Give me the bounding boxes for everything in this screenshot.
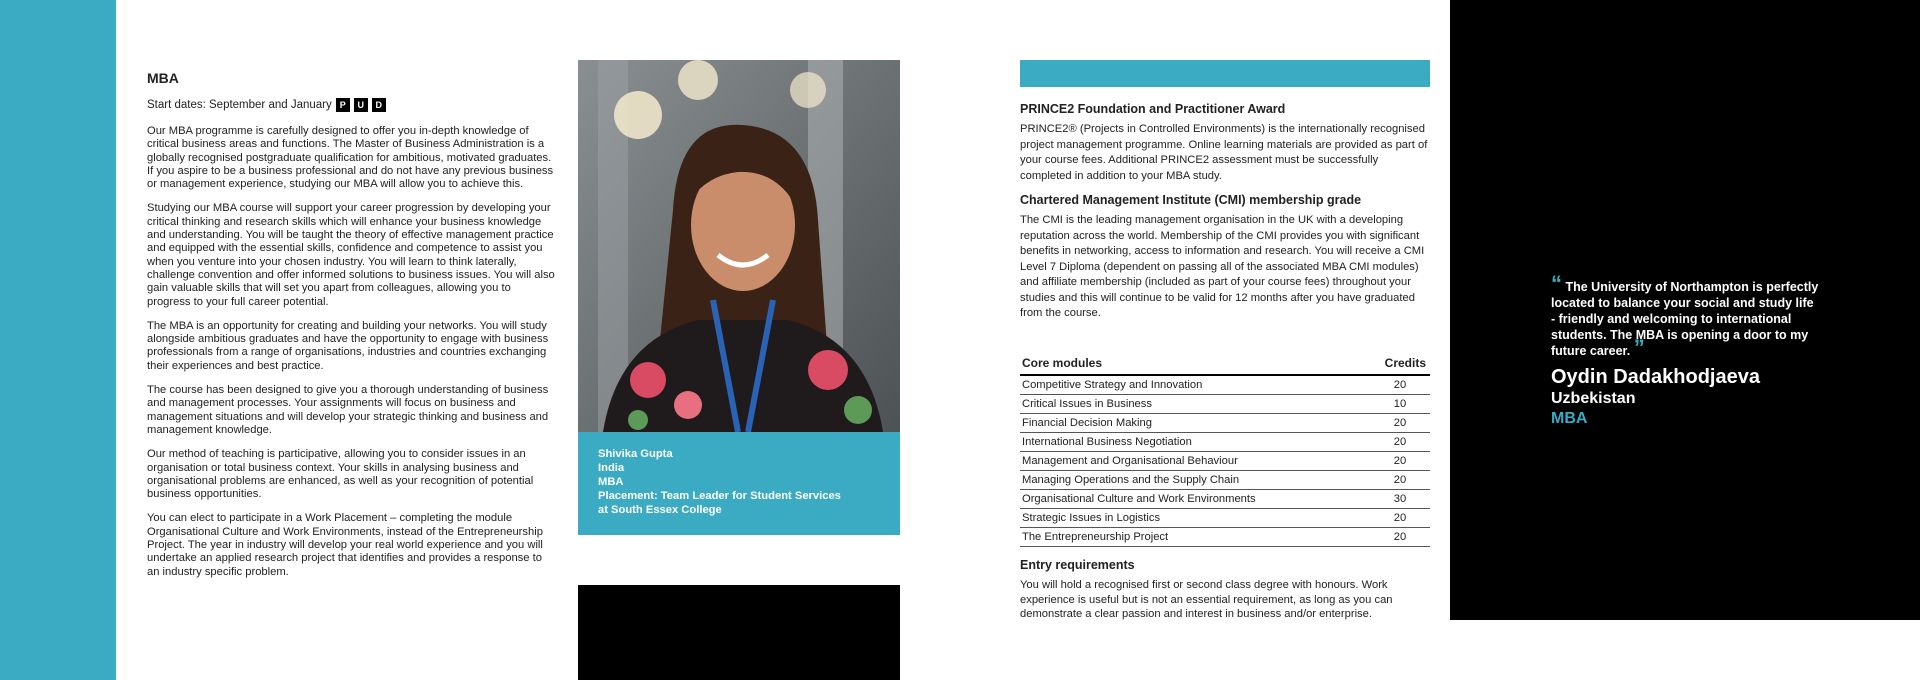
caption-placement-line1: Placement: Team Leader for Student Services [598,490,841,502]
quote-text: The University of Northampton is perfectly located to balance your social and study life - friendly and welcoming to international students. The MBA is opening a door to my future career. [1551,280,1819,358]
table-row [1020,376,1430,395]
module-name: Competitive Strategy and Innovation [1022,379,1203,391]
accent-header-bar [1020,60,1430,87]
quote-author-country: Uzbekistan [1551,390,1636,407]
close-quote-icon: ” [1633,335,1645,360]
cmi-text: The CMI is the leading management organisation in the UK with a developing reputation across the world. Membership of the CMI provides you with significant benefits in networking, access to information and research. You will receive a CMI Level 7 Diploma (dependent on passing all of the associated MBA CMI modules) and affiliate membership (included as part of your course fees) throughout your studies and this will continue to be valid for 12 months after you have graduated from the course. [1020,214,1425,319]
module-credits: 30 [1393,493,1407,505]
entry-requirements [1020,558,1432,631]
credits-header-label: Credits [1384,356,1426,370]
quote-author-name: Oydin Dadakhodjaeva [1551,366,1760,388]
badge-p: P [336,98,350,112]
module-credits: 10 [1393,398,1407,410]
quote-author-programme: MBA [1551,410,1588,427]
badge-u: U [354,98,368,112]
module-name: International Business Negotiation [1022,436,1192,448]
module-name: Managing Operations and the Supply Chain [1022,474,1240,486]
open-quote-icon: “ [1551,271,1562,296]
prince2-heading: PRINCE2 Foundation and Practitioner Award [1020,102,1286,116]
caption-country: India [598,462,625,474]
module-credits: 20 [1393,512,1407,524]
table-row [1020,528,1430,547]
placement-paragraph: You can elect to participate in a Work Placement – completing the module Organisational Culture and Work Environments, instead of the Entrepreneurship Project. The year in industry will develop your real world experience and you will undertake an applied research project that identifies and provides a response to an industry specific problem. [147,512,543,578]
module-credits: 20 [1393,379,1407,391]
table-row [1020,471,1430,490]
modules-header-label: Core modules [1022,356,1103,370]
module-credits: 20 [1393,455,1407,467]
module-credits: 20 [1393,531,1407,543]
module-name: Management and Organisational Behaviour [1022,455,1238,467]
module-credits: 20 [1393,417,1407,429]
start-dates [147,98,555,112]
mba-intro-column [147,70,555,590]
caption-name: Shivika Gupta [598,448,673,460]
left-accent-bar [0,0,116,680]
table-row [1020,395,1430,414]
networks-paragraph: The MBA is an opportunity for creating and building your networks. You will study alongside ambitious graduates and have the opportunity to engage with business professionals from a range of organisations, industries and countries exchanging their experiences and best practice. [147,319,549,372]
module-name: Critical Issues in Business [1022,398,1152,410]
teaching-paragraph: Our method of teaching is participative, allowing you to consider issues in an organisation or total business context. Your skills in analysing business and organisational problems are enhanced, as well as your recognition of potential business opportunities. [147,448,534,501]
module-credits: 20 [1393,474,1407,486]
caption-programme: MBA [598,476,624,488]
photo-caption [578,432,900,535]
entry-text: You will hold a recognised first or second class degree with honours. Work experience is useful but is not an essential requirement, as long as you can demonstrate a clear passion and interest in business and/or enterprise. [1020,579,1393,620]
module-credits: 20 [1393,436,1407,448]
module-name: Organisational Culture and Work Environments [1022,493,1256,505]
accreditation-column [1020,102,1432,331]
modules-header [1020,354,1430,376]
student-photo [578,60,900,432]
table-row [1020,490,1430,509]
black-block [578,585,900,680]
table-row [1020,452,1430,471]
course-design-paragraph: The course has been designed to give you a thorough understanding of business and management processes. Your assignments will focus on business and management situations and will develop your strategic thinking and business and management knowledge. [147,384,549,436]
student-photo-illustration [578,60,900,432]
page-title: MBA [147,70,179,86]
badge-d: D [372,98,386,112]
module-name: Strategic Issues in Logistics [1022,512,1161,524]
table-row [1020,433,1430,452]
entry-heading: Entry requirements [1020,558,1135,572]
module-name: Financial Decision Making [1022,417,1152,429]
career-paragraph: Studying our MBA course will support your career progression by developing your critical thinking and research skills which will enhance your business knowledge and understanding. You will be taught the theory of effective management practice and equipped with the essential skills, confidence and competence to assist you when you venture into your chosen industry. You will learn to think laterally, challenge convention and offer informed solutions to business issues. You will also gain valuable skills that will set you apart from colleagues, allowing you to progress to your full career potential. [147,202,555,308]
start-dates-text: Start dates: September and January [147,99,332,111]
caption-placement-line2: at South Essex College [598,504,722,516]
prince2-text: PRINCE2® (Projects in Controlled Environments) is the internationally recognised project management programme. Online learning materials are provided as part of your course fees. Additional PRINCE2 assessment must be successfully completed in addition to your MBA study. [1020,123,1428,182]
student-quote [1551,271,1821,429]
module-name: The Entrepreneurship Project [1022,531,1169,543]
intro-paragraph: Our MBA programme is carefully designed to offer you in-depth knowledge of critical business areas and functions. The Master of Business Administration is a globally recognised postgraduate qualification for ambitious, motivated graduates. If you aspire to be a business professional and do not have any previous business or management experience, studying our MBA will allow you to achieve this. [147,125,554,191]
table-row [1020,509,1430,528]
core-modules-table [1020,354,1430,547]
cmi-heading: Chartered Management Institute (CMI) membership grade [1020,193,1362,207]
table-row [1020,414,1430,433]
